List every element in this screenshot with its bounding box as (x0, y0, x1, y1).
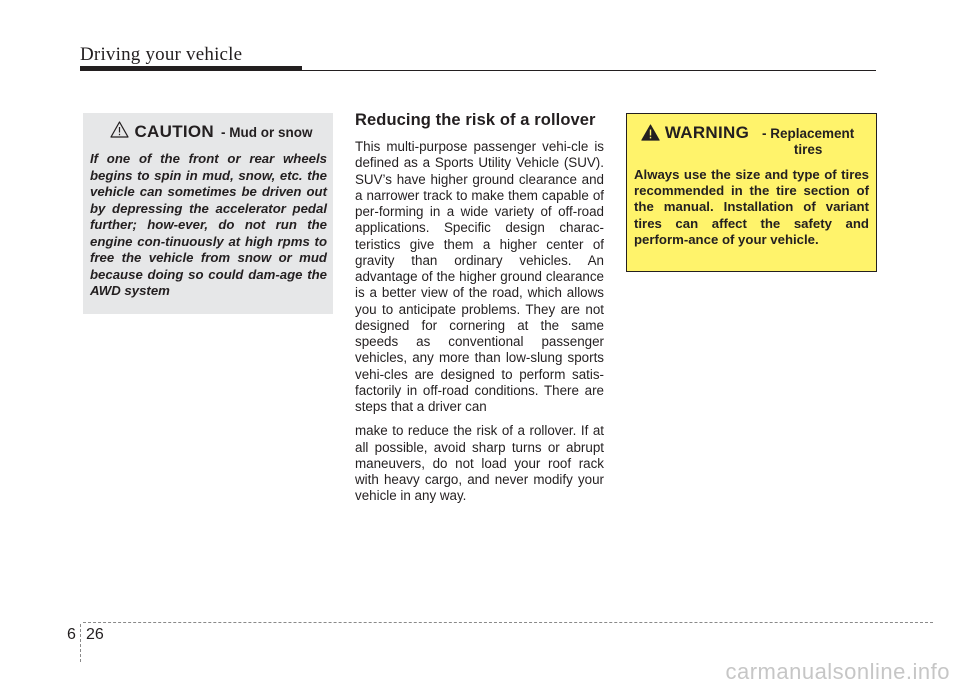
warning-title: WARNING (664, 123, 750, 142)
caution-title: CAUTION (134, 122, 215, 141)
warning-subtitle: - Replacement tires (761, 126, 855, 157)
rollover-section (355, 111, 604, 513)
header-rule-thick (80, 66, 302, 71)
caution-header (96, 121, 327, 143)
footer-divider (83, 622, 933, 623)
page-header-title: Driving your vehicle (80, 44, 243, 65)
caution-triangle-icon (110, 121, 129, 143)
rollover-paragraph-1: This multi-purpose passenger vehi-cle is defined as a Sports Utility Vehicle (SUV). SUV’s have higher ground clearance and a narrower track to make them capable of per-forming in a wide variety of off-road applications. Specific design charac-teristics give them a higher center of gravity than ordinary vehicles. An advantage of the higher ground clearance is a better view of the road, which allows you to anticipate problems. They are not designed for cornering at the same speeds as conventional passenger vehicles, any more than low-slung sports vehi-cles are designed to perform satis-factorily in off-road conditions. There are steps that a driver can (355, 139, 604, 414)
warning-header (634, 123, 869, 157)
caution-body: If one of the front or rear wheels begins to spin in mud, snow, etc. the vehicle can sometimes be driven out by depressing the accelerator pedal further; how-ever, do not run the engine con-tinuously at high rpms to free the vehicle from snow or mud because doing so could dam-age the AWD system (90, 151, 327, 298)
rollover-paragraph-2: make to reduce the risk of a rollover. If at all possible, avoid sharp turns or abrupt maneuvers, do not load your roof rack with heavy cargo, and never modify your vehicle in any way. (355, 423, 604, 504)
warning-triangle-icon (641, 124, 660, 146)
warning-box (626, 113, 877, 272)
rollover-heading: Reducing the risk of a rollover (355, 111, 596, 129)
header-rule-thin (302, 70, 876, 71)
caution-box (83, 113, 333, 314)
page-number: 26 (86, 626, 104, 643)
warning-body: Always use the size and type of tires recommended in the tire section of the manual. Installation of variant tires can affect the safety and perform-ance of your vehicle. (634, 167, 869, 247)
caution-subtitle: - Mud or snow (221, 124, 313, 140)
chapter-number: 6 (67, 626, 76, 643)
footer-page-separator (80, 624, 81, 662)
watermark: carmanualsonline.info (725, 659, 950, 684)
